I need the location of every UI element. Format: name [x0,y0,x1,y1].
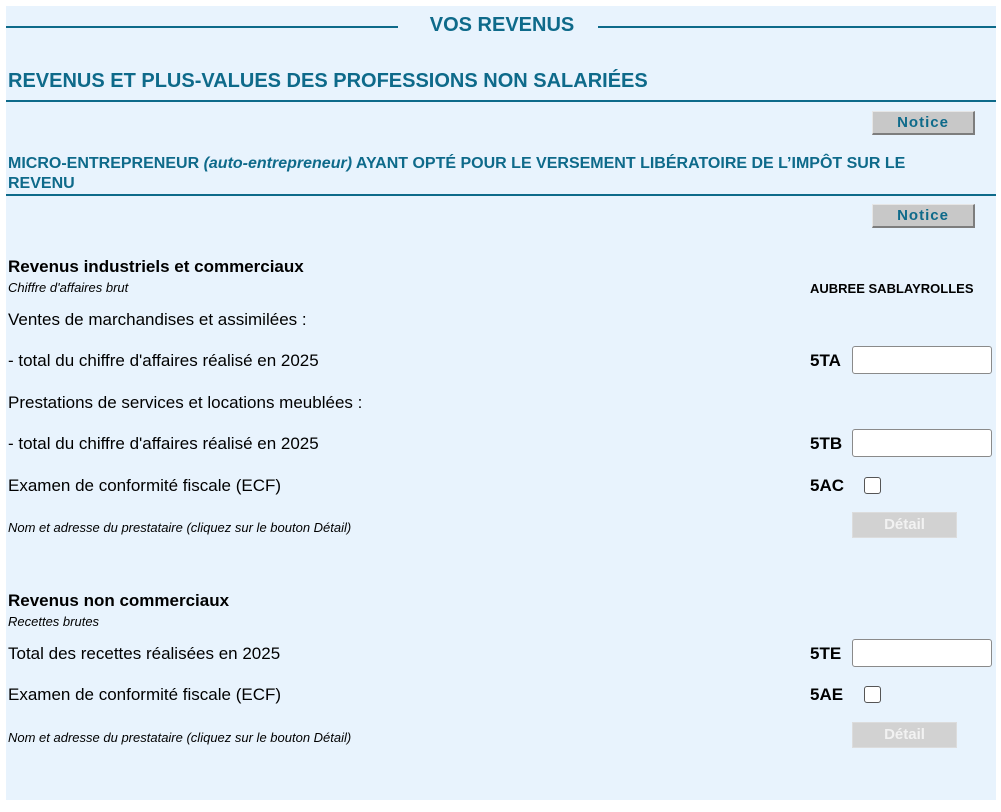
bnc-ecf-label: Examen de conformité fiscale (ECF) [8,685,282,704]
code-5tb: 5TB [810,434,843,453]
bnc-heading: Revenus non commerciaux [8,591,230,610]
prestations-total-label: - total du chiffre d'affaires réalisé en 2025 [8,434,319,453]
subsection-title [8,154,998,194]
subsection-title-line2: REVENU [8,175,75,192]
bnc-subheading: Recettes brutes [8,614,100,629]
checkbox-5ae[interactable] [864,686,881,703]
bic-subheading: Chiffre d'affaires brut [8,280,129,295]
section-rule [6,100,996,102]
page-title-row [6,6,996,46]
ventes-total-label: - total du chiffre d'affaires réalisé en 2025 [8,351,319,370]
notice-button-subsection[interactable]: Notice [872,204,975,228]
bnc-prestataire-label: Nom et adresse du prestataire (cliquez sur le bouton Détail) [8,730,352,745]
input-5te[interactable] [852,639,992,667]
input-5ta[interactable] [852,346,992,374]
code-5te: 5TE [810,644,842,663]
prestations-label: Prestations de services et locations meublées : [8,393,363,412]
subsection-title-part1: MICRO-ENTREPRENEUR [8,155,204,172]
checkbox-5ac[interactable] [864,477,881,494]
subsection-title-part3: AYANT OPTÉ POUR LE VERSEMENT LIBÉRATOIRE DE L’IMPÔT SUR LE [352,155,906,172]
subsection-rule [6,194,996,196]
title-rule-left [6,26,398,28]
title-rule-right [598,26,996,28]
subsection-title-italic: (auto-entrepreneur) [203,155,353,172]
bic-prestataire-label: Nom et adresse du prestataire (cliquez sur le bouton Détail) [8,520,352,535]
ventes-label: Ventes de marchandises et assimilées : [8,310,307,329]
code-5ac: 5AC [810,476,845,495]
bnc-detail-button[interactable]: Détail [852,722,957,748]
form-page [6,6,996,800]
bic-detail-button[interactable]: Détail [852,512,957,538]
bic-ecf-label: Examen de conformité fiscale (ECF) [8,476,282,495]
page-title: VOS REVENUS [429,14,575,36]
input-5tb[interactable] [852,429,992,457]
bic-heading: Revenus industriels et commerciaux [8,257,304,276]
section-title: REVENUS ET PLUS-VALUES DES PROFESSIONS NON SALARIÉES [8,70,648,92]
bnc-total-label: Total des recettes réalisées en 2025 [8,644,281,663]
notice-button-section[interactable]: Notice [872,111,975,135]
code-5ae: 5AE [810,685,844,704]
taxpayer-name: AUBREE SABLAYROLLES [810,281,974,296]
code-5ta: 5TA [810,351,841,370]
